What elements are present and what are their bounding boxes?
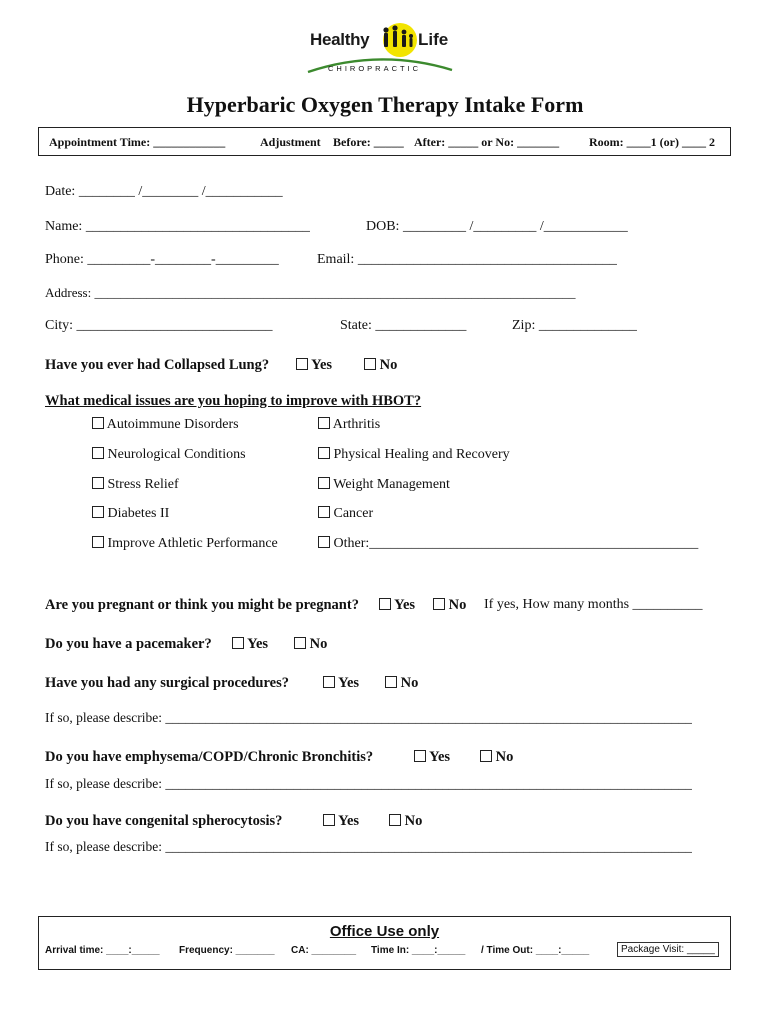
checkbox-icon[interactable] <box>433 598 445 610</box>
no-label: No <box>448 597 467 613</box>
checkbox-icon[interactable] <box>92 417 104 429</box>
checkbox-icon[interactable] <box>318 447 330 459</box>
issue-label: Physical Healing and Recovery <box>333 447 510 462</box>
pregnant-no-option[interactable] <box>433 597 466 614</box>
logo-word-life: Life <box>418 30 449 49</box>
pacemaker-question: Do you have a pacemaker? <box>45 636 212 652</box>
city-field[interactable]: City: ____________________________ <box>45 318 273 333</box>
yes-label: Yes <box>394 597 416 613</box>
issue-label: Neurological Conditions <box>107 447 246 462</box>
emphysema-no-option[interactable] <box>480 749 513 766</box>
issue-label: Weight Management <box>333 477 450 492</box>
form-title: Hyperbaric Oxygen Therapy Intake Form <box>186 92 584 117</box>
no-label: No <box>400 675 419 691</box>
date-field[interactable]: Date: ________ /________ /___________ <box>45 184 283 199</box>
checkbox-icon[interactable] <box>414 750 426 762</box>
yes-label: Yes <box>338 813 360 829</box>
spherocytosis-yes-option[interactable] <box>323 813 359 830</box>
issue-option-stress[interactable] <box>92 477 179 493</box>
pacemaker-no-option[interactable] <box>294 636 327 653</box>
surgical-question: Have you had any surgical procedures? <box>45 675 289 691</box>
issue-label: Arthritis <box>332 417 381 432</box>
issue-option-neurological[interactable] <box>92 447 246 463</box>
time-out-field[interactable]: / Time Out: ____:_____ <box>481 945 590 956</box>
checkbox-icon[interactable] <box>379 598 391 610</box>
no-label: No <box>404 813 423 829</box>
checkbox-icon[interactable] <box>323 814 335 826</box>
collapsed-lung-no-option[interactable] <box>364 357 397 374</box>
issue-label: Autoimmune Disorders <box>106 417 239 432</box>
checkbox-icon[interactable] <box>318 536 330 548</box>
time-in-field[interactable]: Time In: ____:_____ <box>371 945 466 956</box>
issue-option-autoimmune[interactable] <box>92 417 239 433</box>
yes-label: Yes <box>429 749 451 765</box>
pregnant-yes-option[interactable] <box>379 597 415 614</box>
collapsed-lung-question: Have you ever had Collapsed Lung? <box>45 357 270 373</box>
email-field[interactable]: Email: _____________________________________ <box>317 252 617 267</box>
adjustment-label: Adjustment <box>260 135 321 149</box>
checkbox-icon[interactable] <box>92 477 104 489</box>
surgical-describe-field[interactable]: If so, please describe: ______________________________________________________________________________ <box>45 710 692 725</box>
emphysema-describe-field[interactable]: If so, please describe: ______________________________________________________________________________ <box>45 776 692 791</box>
issue-option-healing[interactable] <box>318 447 510 463</box>
checkbox-icon[interactable] <box>364 358 376 370</box>
pacemaker-yes-option[interactable] <box>232 636 268 653</box>
pregnant-question: Are you pregnant or think you might be pregnant? <box>45 597 359 613</box>
healthy-life-logo <box>300 14 460 80</box>
checkbox-icon[interactable] <box>480 750 492 762</box>
issue-label: Diabetes II <box>107 506 170 521</box>
issue-label: Stress Relief <box>107 477 179 492</box>
checkbox-icon[interactable] <box>296 358 308 370</box>
yes-label: Yes <box>311 357 333 373</box>
checkbox-icon[interactable] <box>92 506 104 518</box>
ca-field[interactable]: CA: ________ <box>291 945 357 956</box>
appointment-time-field[interactable]: Appointment Time: ____________ <box>49 135 226 149</box>
yes-label: Yes <box>338 675 360 691</box>
no-label: No <box>495 749 514 765</box>
pregnant-months-field[interactable]: If yes, How many months __________ <box>484 597 703 612</box>
spherocytosis-question: Do you have congenital spherocytosis? <box>45 813 283 829</box>
emphysema-question: Do you have emphysema/COPD/Chronic Bronchitis? <box>45 749 374 765</box>
checkbox-icon[interactable] <box>318 417 330 429</box>
office-use-title: Office Use only <box>329 923 440 940</box>
name-field[interactable]: Name: ________________________________ <box>45 219 310 234</box>
no-label: No <box>309 636 328 652</box>
arrival-time-field[interactable]: Arrival time: ____:_____ <box>45 945 160 956</box>
checkbox-icon[interactable] <box>294 637 306 649</box>
spherocytosis-describe-field[interactable]: If so, please describe: ______________________________________________________________________________ <box>45 839 692 854</box>
frequency-field[interactable]: Frequency: _______ <box>179 945 275 956</box>
checkbox-icon[interactable] <box>92 447 104 459</box>
no-label: No <box>379 357 398 373</box>
checkbox-icon[interactable] <box>385 676 397 688</box>
issue-option-weight[interactable] <box>318 477 450 493</box>
issue-option-arthritis[interactable] <box>318 417 380 433</box>
dob-field[interactable]: DOB: _________ /_________ /____________ <box>366 219 628 234</box>
issue-label: Other:_______________________________________________ <box>333 536 699 551</box>
checkbox-icon[interactable] <box>318 477 330 489</box>
emphysema-yes-option[interactable] <box>414 749 450 766</box>
issue-option-other[interactable] <box>318 536 698 552</box>
checkbox-icon[interactable] <box>92 536 104 548</box>
package-visit-field[interactable]: Package Visit: _____ <box>617 942 719 957</box>
surgical-yes-option[interactable] <box>323 675 359 692</box>
office-use-box <box>38 916 731 970</box>
adjustment-after-field[interactable]: After: _____ or No: _______ <box>414 135 560 149</box>
issue-option-diabetes[interactable] <box>92 506 169 522</box>
issue-label: Improve Athletic Performance <box>107 536 278 551</box>
phone-field[interactable]: Phone: _________-________-_________ <box>45 252 279 267</box>
checkbox-icon[interactable] <box>389 814 401 826</box>
spherocytosis-no-option[interactable] <box>389 813 422 830</box>
issue-label: Cancer <box>333 506 374 521</box>
collapsed-lung-yes-option[interactable] <box>296 357 332 374</box>
address-field[interactable]: Address: __________________________________________________________________________ <box>45 285 576 300</box>
room-field[interactable]: Room: ____1 (or) ____ 2 <box>589 135 715 149</box>
appointment-box <box>38 127 731 156</box>
issue-option-athletic[interactable] <box>92 536 278 552</box>
checkbox-icon[interactable] <box>318 506 330 518</box>
adjustment-before-field[interactable]: Before: _____ <box>333 135 404 149</box>
yes-label: Yes <box>247 636 269 652</box>
logo-word-healthy: Healthy <box>310 30 370 49</box>
medical-issues-question: What medical issues are you hoping to improve with HBOT? <box>45 393 422 409</box>
issue-option-cancer[interactable] <box>318 506 373 522</box>
checkbox-icon[interactable] <box>323 676 335 688</box>
zip-field[interactable]: Zip: ______________ <box>512 318 637 333</box>
logo-subtitle: CHIROPRACTIC <box>328 64 422 73</box>
checkbox-icon[interactable] <box>232 637 244 649</box>
surgical-no-option[interactable] <box>385 675 418 692</box>
state-field[interactable]: State: _____________ <box>340 318 467 333</box>
